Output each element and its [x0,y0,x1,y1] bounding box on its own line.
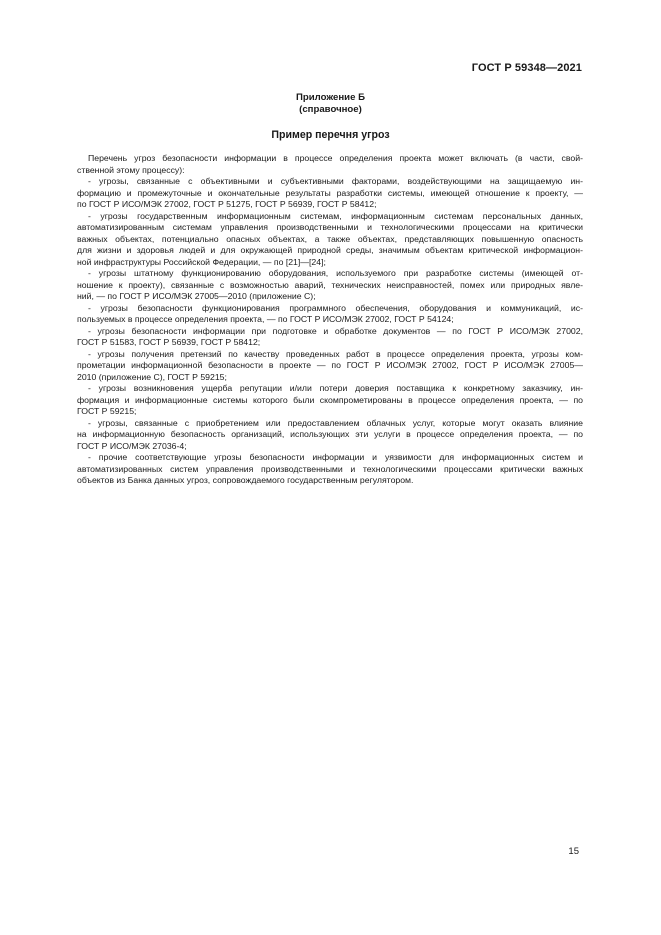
body-line: объектов из Банка данных угроз, сопровождаемого государственным регулятором. [77,475,414,485]
body-line: прометации информационной безопасности в проекте — по ГОСТ Р ИСО/МЭК 27002, ГОСТ Р ИСО/МЭК 27005— [77,360,583,370]
body-line: формацию и промежуточные и окончательные результаты разработки системы, имеющей отношение к проекту, — [77,187,583,198]
body-line: - угрозы возникновения ущерба репутации и/или потери доверия поставщика к конкретному заказчику, ин- [88,383,583,393]
body-line: - угрозы безопасности функционирования программного обеспечения, оборудования и коммуникаций, ис- [88,302,583,313]
body-line: ственной этому процессу): [77,164,185,175]
body-line: ГОСТ Р 51583, ГОСТ Р 56939, ГОСТ Р 58412; [77,337,261,347]
body-line: - угрозы государственным информационным системам, информационным системам персональных данных, [88,210,583,221]
body-line: - угрозы, связанные с приобретением или предоставлением облачных услуг, которые могут оказать влияние [88,417,583,428]
body-line: по ГОСТ Р ИСО/МЭК 27002, ГОСТ Р 51275, ГОСТ Р 56939, ГОСТ Р 58412; [77,199,377,209]
body-line: 2010 (приложение С), ГОСТ Р 59215; [77,371,227,382]
appendix-subtitle: (справочное) [299,104,362,115]
body-line: - угрозы безопасности информации при подготовке и обработке документов — по ГОСТ Р ИСО/МЭК 27002, [88,325,583,336]
body-line: важных объектах, потенциально опасных объектах, а также объектах, представляющих повышенную опасность [77,233,583,244]
section-title: Пример перечня угроз [271,129,390,141]
body-line: автоматизированным системам управления производственными и технологическими процессами на критически [77,222,583,232]
appendix-title: Приложение Б [296,92,365,103]
body-line: автоматизированных систем управления производственными и технологическими процессами критически важных [77,463,583,474]
page-number: 15 [568,846,579,857]
body-line: ний, — по ГОСТ Р ИСО/МЭК 27005—2010 (приложение С); [77,291,316,301]
body-line: ношение к проекту), связанные с возможностью аварий, технических неисправностей, помех или природных явле- [77,279,583,290]
appendix-heading [0,92,661,116]
body-line: ной инфраструктуры Российской Федерации, — по [21]—[24]; [77,256,326,267]
body-line: формация и информационные системы которого были скомпрометированы в процессе определения проекта, — по [77,394,583,405]
body-line: ГОСТ Р ИСО/МЭК 27036-4; [77,440,187,451]
body-line: - угрозы, связанные с объективными и субъективными факторами, воздействующими на защищаемую ин- [88,176,583,186]
body-line: - прочие соответствующие угрозы безопасности информации и уязвимости для информационных систем и [88,452,583,462]
body-line: Перечень угроз безопасности информации в процессе определения проекта может включать (в части, свой- [88,153,583,163]
document-code: ГОСТ Р 59348—2021 [471,62,582,74]
body-line: - угрозы получения претензий по качеству проведенных работ в процессе определения проекта, угрозы ком- [88,348,583,359]
body-text [77,153,583,487]
body-line: ГОСТ Р 59215; [77,406,137,416]
body-line: пользуемых в процессе определения проекта, — по ГОСТ Р ИСО/МЭК 27002, ГОСТ Р 54124; [77,314,454,324]
body-line: - угрозы штатному функционированию оборудования, используемого при разработке системы (имеющей от- [88,268,583,278]
body-line: для жизни и здоровья людей и для окружающей природной среды, значимым объектам критической информацион- [77,245,583,255]
body-line: на информационную безопасность организаций, использующих эти услуги в процессе определения проекта, — по [77,429,583,439]
